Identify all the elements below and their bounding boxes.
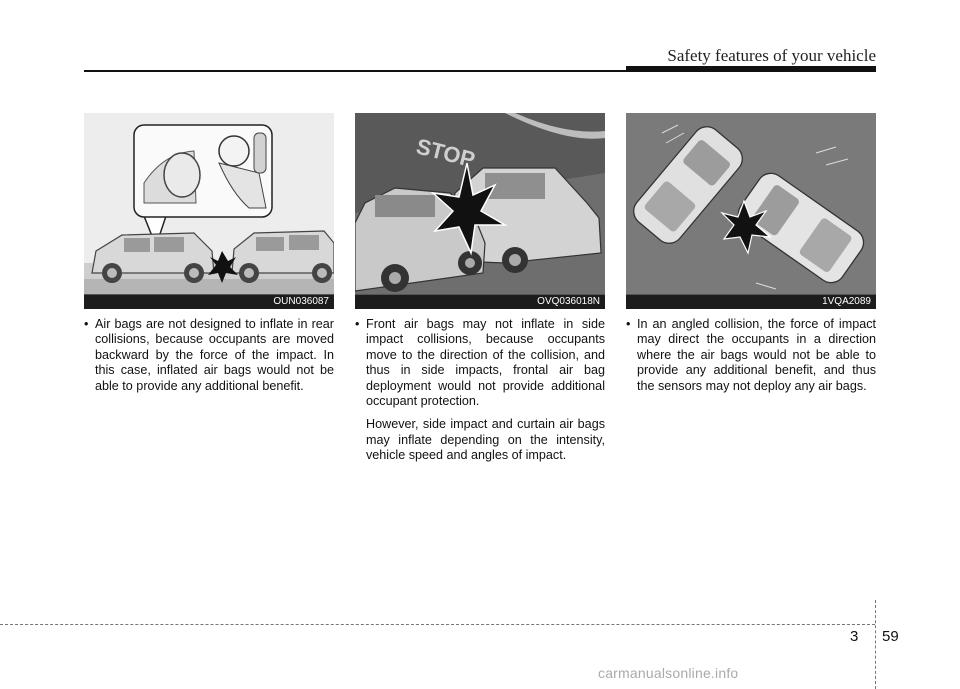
footer-divider bbox=[875, 600, 876, 689]
figure-caption-bar bbox=[626, 294, 876, 309]
bullet-paragraph bbox=[355, 317, 605, 409]
header-accent-bar bbox=[626, 66, 876, 72]
text-column-side-impact bbox=[355, 317, 605, 464]
paragraph-text: In an angled collision, the force of impact may direct the occupants in a direction where the air bags would not be able to provide any additional benefit, and thus the sensors may not deploy any air bags. bbox=[637, 317, 876, 393]
bullet-marker: • bbox=[355, 317, 360, 331]
figure-code: 1VQA2089 bbox=[822, 296, 871, 307]
bullet-marker: • bbox=[84, 317, 89, 331]
road-stop-marking: STOP bbox=[413, 133, 478, 173]
side-impact-illustration bbox=[355, 113, 605, 309]
angled-collision-illustration bbox=[626, 113, 876, 309]
rear-collision-illustration bbox=[84, 113, 334, 309]
paragraph-text: Front air bags may not inflate in side impact collisions, because occupants move to the direction of the collision, and thus in side impacts, frontal air bag deployment would not provide additional occupant protection. bbox=[366, 317, 605, 409]
figure-angled-collision bbox=[626, 113, 876, 309]
text-column-rear-collision bbox=[84, 317, 334, 394]
watermark: carmanualsonline.info bbox=[598, 665, 739, 681]
figure-rear-collision bbox=[84, 113, 334, 309]
bullet-paragraph bbox=[84, 317, 334, 394]
figure-caption-bar bbox=[84, 294, 334, 309]
figure-side-impact bbox=[355, 113, 605, 309]
header-title: Safety features of your vehicle bbox=[667, 46, 876, 65]
paragraph-text: Air bags are not designed to inflate in rear collisions, because occupants are moved backward by the force of the impact. In this case, inflated air bags would not be able to provide any additional benefit. bbox=[95, 317, 334, 393]
footer-rule bbox=[0, 624, 875, 625]
figure-caption-bar bbox=[355, 294, 605, 309]
paragraph-text: However, side impact and curtain air bags may inflate depending on the intensity, vehicle speed and angles of impact. bbox=[366, 417, 605, 463]
text-column-angled-collision bbox=[626, 317, 876, 394]
bullet-paragraph bbox=[626, 317, 876, 394]
chapter-number: 3 bbox=[850, 628, 859, 645]
figure-code: OVQ036018N bbox=[537, 296, 600, 307]
page-number: 59 bbox=[882, 628, 899, 645]
figure-code: OUN036087 bbox=[273, 296, 329, 307]
bullet-marker: • bbox=[626, 317, 631, 331]
